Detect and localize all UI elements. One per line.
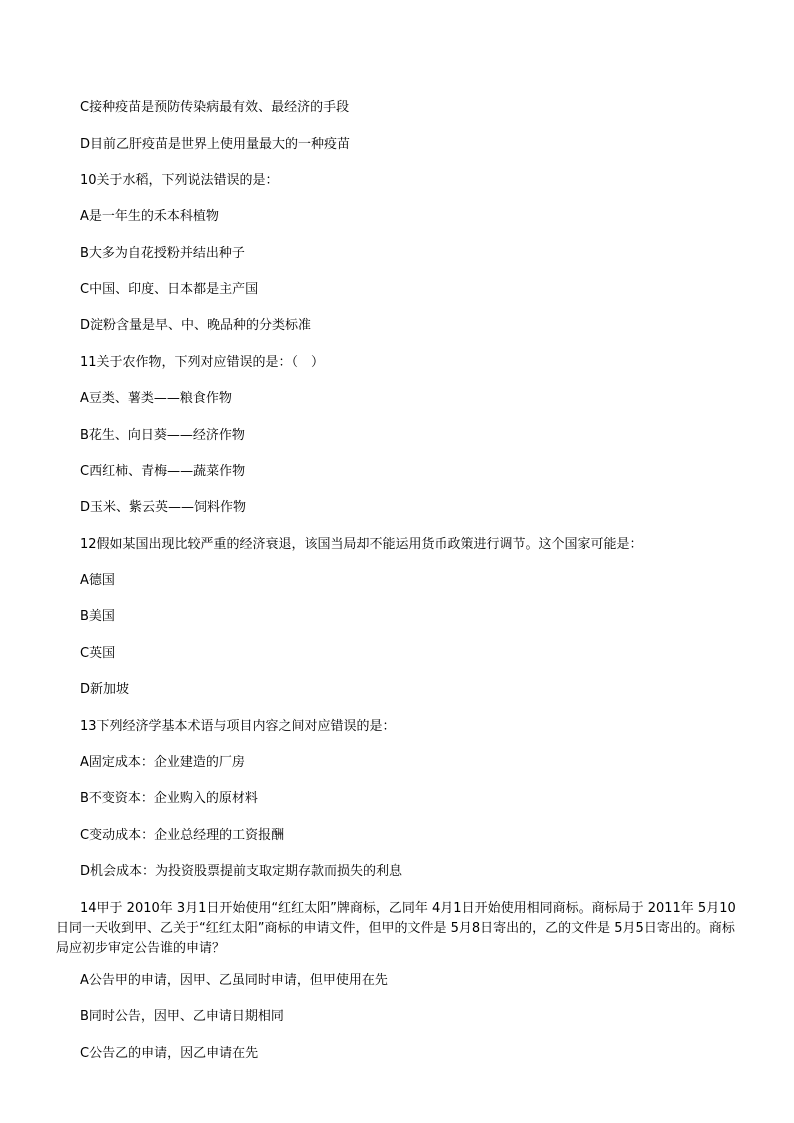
- q13-option-a: A固定成本：企业建造的厂房: [80, 755, 245, 770]
- q12-option-b: B美国: [80, 609, 115, 624]
- q12-option-a: A德国: [80, 573, 115, 588]
- q10-option-b: B大多为自花授粉并结出种子: [80, 246, 245, 261]
- q14-option-a: A公告甲的申请，因甲、乙虽同时申请，但甲使用在先: [80, 973, 388, 988]
- q9-option-c: C接种疫苗是预防传染病最有效、最经济的手段: [80, 100, 350, 115]
- q14-option-c: C公告乙的申请，因乙申请在先: [80, 1046, 259, 1061]
- q12-option-c: C英国: [80, 646, 116, 661]
- q10-option-c: C中国、印度、日本都是主产国: [80, 282, 259, 297]
- q14-option-b: B同时公告，因甲、乙申请日期相同: [80, 1009, 284, 1024]
- q13-option-d: D机会成本：为投资股票提前支取定期存款而损失的利息: [80, 864, 403, 879]
- q11-option-a: A豆类、薯类——粮食作物: [80, 391, 232, 406]
- q11-option-d: D玉米、紫云英——饲料作物: [80, 500, 247, 515]
- q14-question: 14甲于 2010年 3月1日开始使用“红红太阳”牌商标，乙同年 4月1日开始使用相同商标。商标局于 2011年 5月10日同一天收到甲、乙关于“红红太阳”商标的申请文件，但甲的文件是 5月8日寄出的，乙的文件是 5月5日寄出的。商标局应初步审定公告谁的申请？: [56, 901, 736, 956]
- q11-option-b: B花生、向日葵——经济作物: [80, 428, 245, 443]
- q12-question: 12假如某国出现比较严重的经济衰退，该国当局却不能运用货币政策进行调节。这个国家可能是：: [80, 537, 643, 552]
- q13-option-b: B不变资本：企业购入的原材料: [80, 791, 258, 806]
- q10-option-d: D淀粉含量是早、中、晚品种的分类标准: [80, 318, 312, 333]
- q11-option-c: C西红柿、青梅——蔬菜作物: [80, 464, 246, 479]
- q10-option-a: A是一年生的禾本科植物: [80, 209, 219, 224]
- q9-option-d: D目前乙肝疫苗是世界上使用量最大的一种疫苗: [80, 137, 351, 152]
- q10-question: 10关于水稻，下列说法错误的是：: [80, 173, 279, 188]
- q12-option-d: D新加坡: [80, 682, 130, 697]
- q11-question: 11关于农作物，下列对应错误的是：（ ）: [80, 355, 325, 370]
- q13-option-c: C变动成本：企业总经理的工资报酬: [80, 828, 285, 843]
- q13-question: 13下列经济学基本术语与项目内容之间对应错误的是：: [80, 719, 396, 734]
